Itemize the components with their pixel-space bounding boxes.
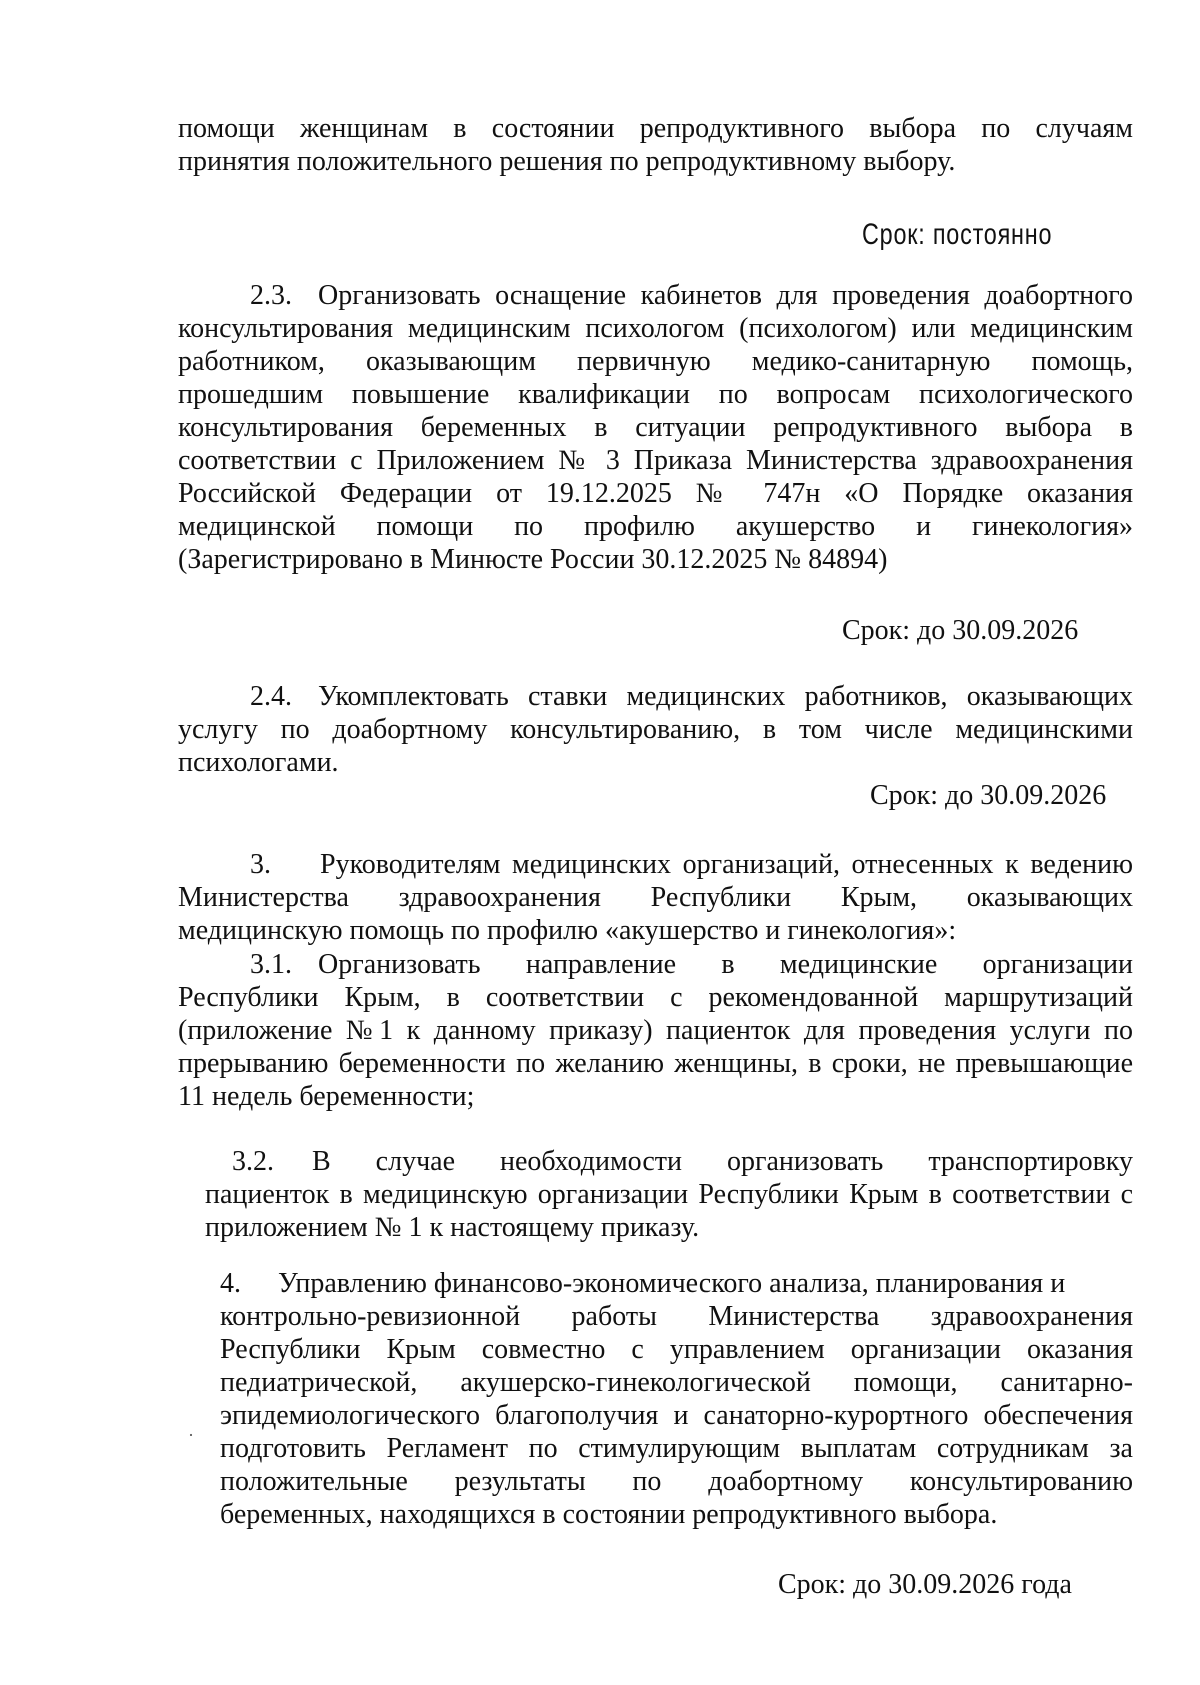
text-line: Управлению финансово-экономического анализа, планирования и	[278, 1268, 1066, 1299]
item-number: 3.	[250, 849, 271, 880]
item-number: 2.3.	[250, 280, 292, 311]
item-number: 3.2.	[232, 1146, 274, 1177]
text-line: принятия положительного решения по репродуктивному выбору.	[178, 146, 956, 177]
text-line: услугу по доабортному консультированию, в том числе медицинскими	[178, 714, 1133, 745]
text-line: психологами.	[178, 747, 339, 778]
text-line: соответствии с Приложением № 3 Приказа Министерства здравоохранения	[178, 445, 1133, 476]
item-first-line	[178, 279, 1133, 312]
text-line: (Зарегистрировано в Минюсте России 30.12.2025 № 84894)	[178, 544, 888, 575]
deadline-item-2-3: Срок: до 30.09.2026	[842, 615, 1079, 646]
text-line: контрольно-ревизионной работы Министерства здравоохранения	[220, 1301, 1133, 1332]
text-line: эпидемиологического благополучия и санаторно-курортного обеспечения	[220, 1400, 1133, 1431]
item-first-line	[220, 1267, 1133, 1300]
deadline-item-2-4: Срок: до 30.09.2026	[870, 780, 1107, 811]
text-line: положительные результаты по доабортному консультированию	[220, 1466, 1133, 1497]
item-number: 2.4.	[250, 681, 292, 712]
text-line: Министерства здравоохранения Республики Крым, оказывающих	[178, 882, 1133, 913]
text-line: педиатрической, акушерско-гинекологической помощи, санитарно-	[220, 1367, 1133, 1398]
item-2-4	[178, 680, 1133, 779]
text-line: консультирования беременных в ситуации репродуктивного выбора в	[178, 412, 1133, 443]
item-first-line	[178, 948, 1133, 981]
text-line: (приложение №1 к данному приказу) пациенток для проведения услуги по	[178, 1015, 1133, 1046]
text-line: 11 недель беременности;	[178, 1081, 475, 1112]
text-line: Руководителям медицинских организаций, отнесенных к ведению	[320, 849, 1133, 880]
text-line: подготовить Регламент по стимулирующим выплатам сотрудникам за	[220, 1433, 1133, 1464]
text-line: прошедшим повышение квалификации по вопросам психологического	[178, 379, 1133, 410]
item-first-line	[178, 680, 1133, 713]
item-2-3	[178, 279, 1133, 576]
item-number: 4.	[220, 1268, 241, 1299]
item-4	[220, 1267, 1133, 1531]
item-number: 3.1.	[250, 949, 292, 980]
deadline-permanent: Срок: постоянно	[862, 218, 1053, 251]
item-3-2	[205, 1145, 1133, 1244]
paragraph-continuation	[178, 112, 1133, 178]
stray-mark: ·	[188, 1425, 194, 1445]
text-line: Организовать оснащение кабинетов для проведения доабортного	[318, 280, 1133, 311]
text-line: медицинскую помощь по профилю «акушерство и гинекология»:	[178, 915, 957, 946]
text-line: Российской Федерации от 19.12.2025 № 747н «О Порядке оказания	[178, 478, 1133, 509]
text-line: работником, оказывающим первичную медико-санитарную помощь,	[178, 346, 1133, 377]
text-line: помощи женщинам в состоянии репродуктивного выбора по случаям	[178, 113, 1133, 144]
text-line: В случае необходимости организовать транспортировку	[312, 1146, 1133, 1177]
deadline-item-4: Срок: до 30.09.2026 года	[778, 1569, 1072, 1600]
item-3-1	[178, 948, 1133, 1113]
text-line: консультирования медицинским психологом (психологом) или медицинским	[178, 313, 1133, 344]
text-line: Укомплектовать ставки медицинских работников, оказывающих	[318, 681, 1133, 712]
text-line: Республики Крым, в соответствии с рекомендованной маршрутизаций	[178, 982, 1133, 1013]
text-line: пациенток в медицинскую организации Республики Крым в соответствии с	[205, 1179, 1133, 1210]
text-line: медицинской помощи по профилю акушерство и гинекология»	[178, 511, 1133, 542]
text-line: беременных, находящихся в состоянии репродуктивного выбора.	[220, 1499, 998, 1530]
item-3	[178, 848, 1133, 947]
item-first-line	[205, 1145, 1133, 1178]
text-line: приложением № 1 к настоящему приказу.	[205, 1212, 700, 1243]
text-line: Республики Крым совместно с управлением организации оказания	[220, 1334, 1133, 1365]
item-first-line	[178, 848, 1133, 881]
text-line: Организовать направление в медицинские организации	[318, 949, 1133, 980]
text-line: прерыванию беременности по желанию женщины, в сроки, не превышающие	[178, 1048, 1133, 1079]
